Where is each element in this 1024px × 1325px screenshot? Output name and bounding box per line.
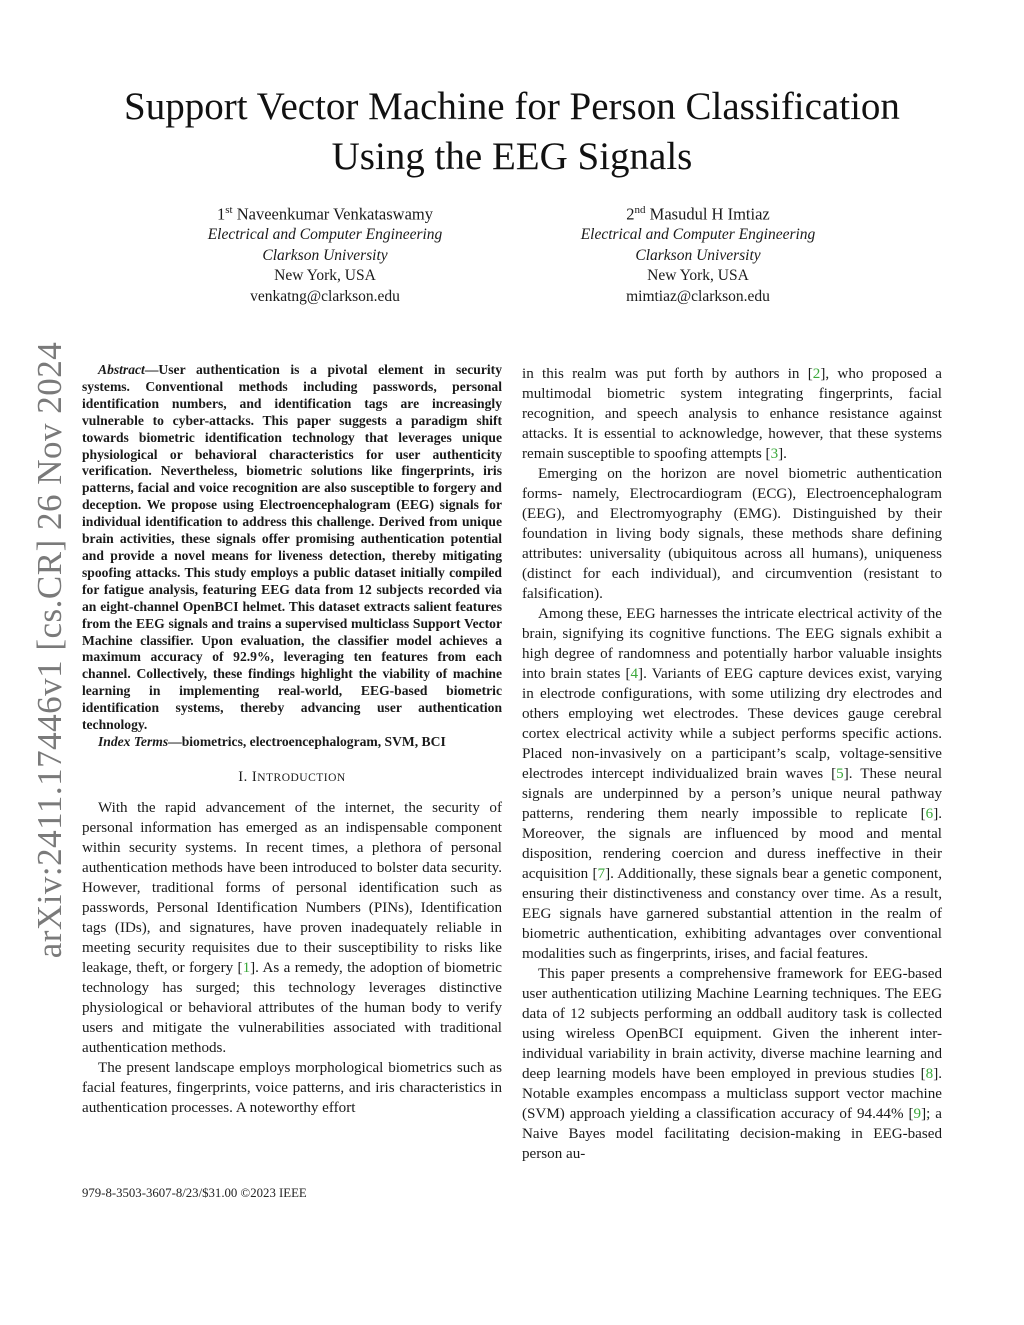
arxiv-identifier-stamp: arXiv:2411.17446v1 [cs.CR] 26 Nov 2024: [30, 341, 69, 959]
author-block-2: [538, 200, 858, 307]
author-location: New York, USA: [647, 267, 749, 285]
citation-link[interactable]: 1: [242, 959, 251, 976]
citation-link[interactable]: 7: [597, 866, 606, 882]
abstract: [82, 362, 502, 734]
copyright-footer: 979-8-3503-3607-8/23/$31.00 ©2023 IEEE: [82, 1186, 307, 1200]
citation-link[interactable]: 2: [812, 366, 821, 382]
author-department: Electrical and Computer Engineering: [207, 226, 443, 244]
author-email[interactable]: venkatng@clarkson.edu: [250, 287, 400, 305]
body-paragraph: With the rapid advancement of the internet, the security of personal information has emerged as an indispensable component within security systems. In recent times, a plethora of personal authentication methods have been introduced to bolster data security. However, traditional forms of personal identification such as passwords, Personal Identification Numbers (PINs), Identification tags (IDs), and signatures, have proven inadequately reliable in meeting security requisites due to their susceptibility to risks like leakage, theft, or forgery [1]. As a remedy, the adoption of biometric technology has surged; this technology leverages distinctive physiological or behavioral attributes of the human body to verify users and mitigate the vulnerabilities associated with traditional authentication methods.: [82, 799, 502, 1056]
author-email[interactable]: mimtiaz@clarkson.edu: [626, 287, 770, 305]
author-name: 2nd Masudul H Imtiaz: [626, 204, 770, 224]
author-university: Clarkson University: [635, 246, 761, 264]
right-column: [522, 364, 942, 1164]
index-terms-text: —biometrics, electroencephalogram, SVM, BCI: [168, 733, 446, 749]
author-department: Electrical and Computer Engineering: [580, 226, 816, 244]
author-university: Clarkson University: [262, 246, 388, 264]
author-location: New York, USA: [274, 267, 376, 285]
citation-link[interactable]: 6: [925, 806, 934, 822]
citation-link[interactable]: 4: [630, 666, 639, 682]
author-block-1: [165, 200, 485, 307]
body-paragraph: This paper presents a comprehensive framework for EEG-based user authentication utilizing Machine Learning techniques. The EEG data of 12 subjects performing an oddball auditory task is collected using wireless OpenBCI equipment. Given the inherent inter-individual variability in brain activity, diverse machine learning and deep learning models have been employed in previous studies [8]. Notable examples encompass a multiclass support vector machine (SVM) approach yielding a classification accuracy of 94.44% [9]; a Naive Bayes model facilitating decision-making in EEG-based person au-: [522, 966, 942, 1162]
body-paragraph: Among these, EEG harnesses the intricate electrical activity of the brain, signifying its cognitive functions. The EEG signals exhibit a high degree of randomness and potentially harbor valuable insights into brain states [4]. Variants of EEG capture devices exist, varying in electrode configurations, with some utilizing dry electrodes and others employing wet electrodes. These devices gauge cerebral cortex electrical activity while a subject performs specific actions. Placed non-invasively on a participant’s scalp, voltage-sensitive electrodes intercept individualized brain waves [5]. These neural signals are underpinned by a person’s unique neural pathway patterns, rendering them nearly impossible to replicate [6]. Moreover, the signals are influenced by mood and mental disposition, rendering coercion and duress ineffective in their acquisition [7]. Additionally, these signals bear a genetic component, ensuring their distinctiveness and constancy over time. As a result, EEG signals have garnered substantial attention in the realm of biometric authentication, exhibiting advantages over conventional modalities such as fingerprints, irises, and facial features.: [522, 606, 943, 962]
index-terms: [82, 734, 502, 751]
citation-link[interactable]: 8: [925, 1066, 934, 1082]
paper-title: [0, 82, 1024, 182]
left-column: [82, 362, 502, 1118]
body-paragraph: in this realm was put forth by authors in [2], who proposed a multimodal biometric system integrating fingerprints, facial recognition, and speech analysis to enhance resistance against attacks. It is essential to acknowledge, however, that these systems remain susceptible to spoofing attempts [3].: [522, 366, 942, 462]
body-paragraph: Emerging on the horizon are novel biometric authentication forms- namely, Electrocardiogram (ECG), Electroencephalogram (EEG), and Electromyography (EMG). Distinguished by their foundation in living body signals, these methods share defining attributes: universality (ubiquitous across all humans), uniqueness (distinct for each individual), and circumvention (resistant to falsification).: [522, 466, 942, 602]
abstract-label: Abstract: [98, 362, 145, 377]
index-terms-label: Index Terms: [98, 733, 169, 749]
citation-link[interactable]: 5: [836, 766, 844, 782]
abstract-text: —User authentication is a pivotal element in security systems. Conventional methods including passwords, personal identification numbers, and identification tags are increasingly vulnerable to cyber-attacks. This paper suggests a paradigm shift towards biometric identification technology that leverages unique physiological or behavioral characteristics for user authenticity verification. Nevertheless, biometric solutions like fingerprints, iris patterns, facial and voice recognition are also susceptible to forgery and deception. We propose using Electroencephalogram (EEG) signals for individual identification to address this challenge. Derived from unique brain activities, these signals offer promising authentication potential and provide a novel means for liveness detection, thereby mitigating spoofing attacks. This study employs a public dataset initially compiled for fatigue analysis, featuring EEG data from 12 subjects recorded via an eight-channel OpenBCI helmet. This dataset extracts salient features from the EEG signals and trains a supervised multiclass Support Vector Machine classifier. Upon evaluation, the classifier model achieves a maximum accuracy of 92.9%, leveraging ten features from each channel. Collectively, these findings highlight the viability of machine learning in implementing real-world, EEG-based biometric identification systems, thereby advancing user authentication technology.: [82, 362, 502, 733]
section-heading-introduction: I. INTRODUCTION: [238, 768, 346, 785]
citation-link[interactable]: 3: [770, 446, 779, 462]
citation-link[interactable]: 9: [913, 1106, 922, 1122]
title-line-1: Support Vector Machine for Person Classification: [124, 85, 900, 128]
title-line-2: Using the EEG Signals: [331, 135, 693, 178]
body-paragraph: The present landscape employs morphological biometrics such as facial features, fingerprints, voice patterns, and iris characteristics in authentication processes. A noteworthy effort: [82, 1059, 502, 1116]
author-name: 1st Naveenkumar Venkataswamy: [217, 204, 433, 224]
